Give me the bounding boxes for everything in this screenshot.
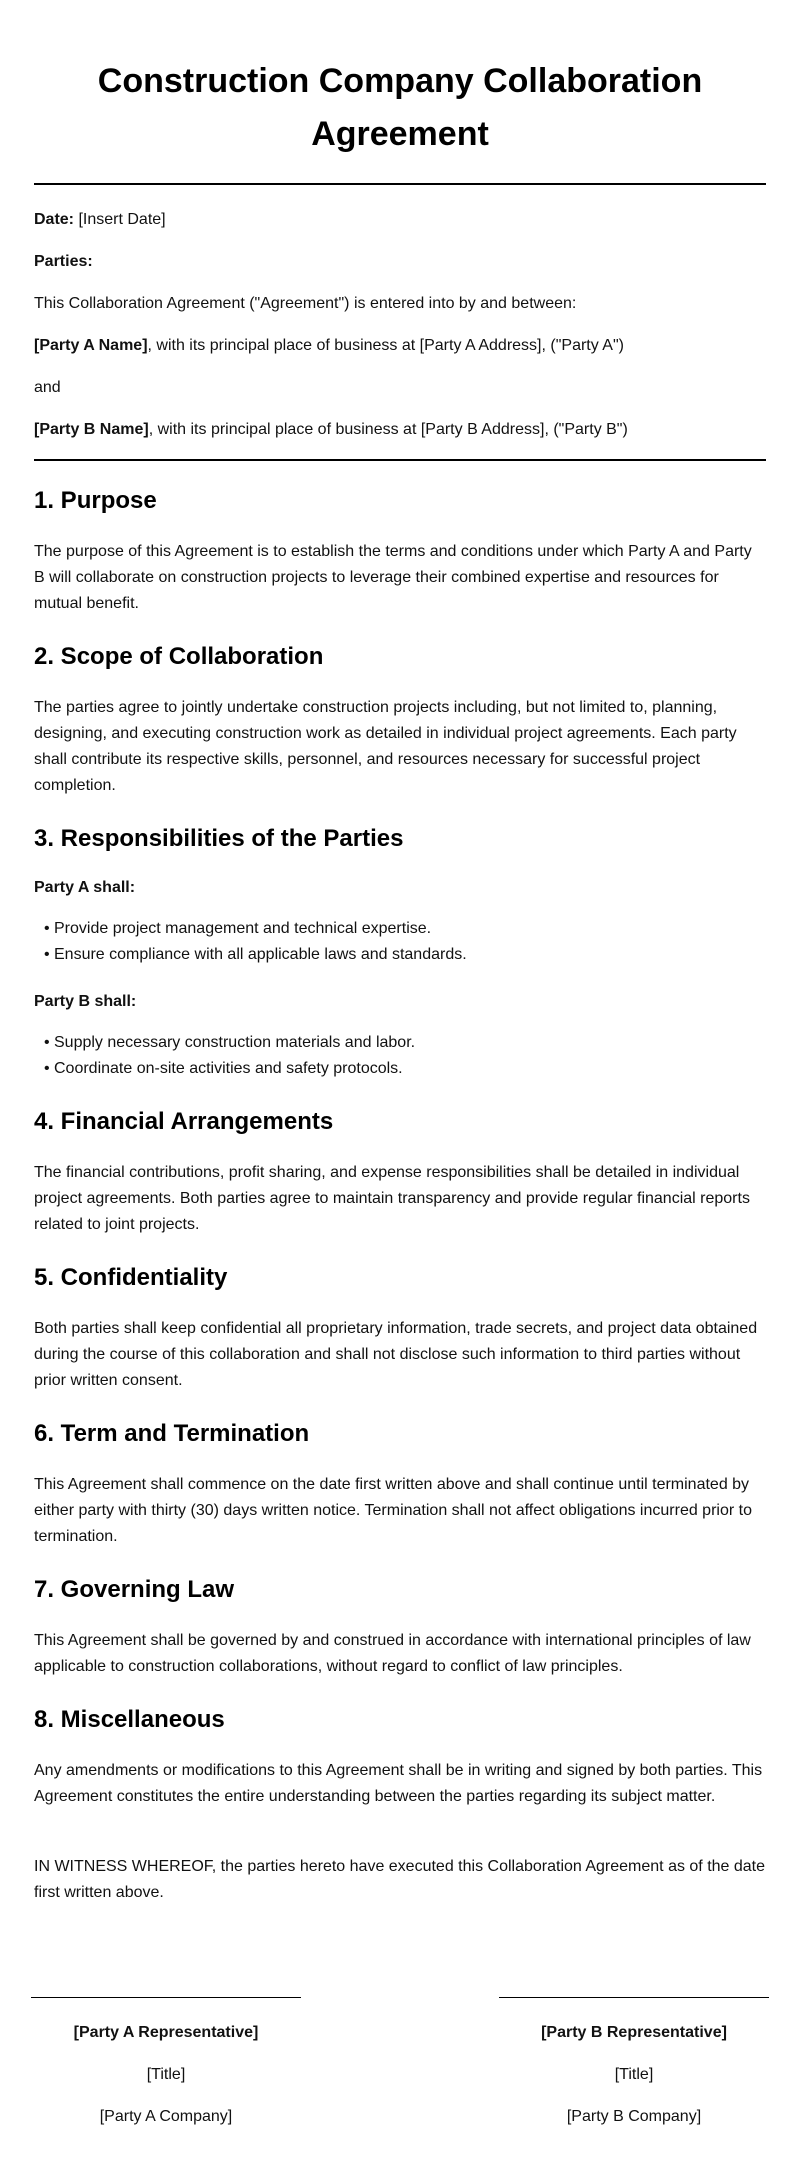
party-a-line bbox=[34, 333, 766, 359]
section-body: The financial contributions, profit sharing, and expense responsibilities shall be detailed in individual project agreements. Both parties agree to maintain transparency and provide regular financial reports related to joint projects. bbox=[34, 1164, 750, 1233]
party-a-name: [Party A Name] bbox=[34, 337, 148, 354]
party-b-details: , with its principal place of business at [Party B Address], ("Party B") bbox=[148, 421, 628, 438]
section-heading: 4. Financial Arrangements bbox=[34, 1108, 334, 1135]
list-item bbox=[44, 1056, 766, 1082]
bullet-icon: • bbox=[44, 1034, 50, 1051]
section-body: This Agreement shall commence on the date first written above and shall continue until terminated by either party with thirty (30) days written notice. Termination shall not affect obligations incurred prior to termination. bbox=[34, 1476, 752, 1545]
header-divider bbox=[34, 183, 766, 185]
section-miscellaneous bbox=[34, 1705, 766, 1810]
party-b-representative: [Party B Representative] bbox=[541, 2024, 727, 2041]
section-heading: 7. Governing Law bbox=[34, 1576, 235, 1603]
parties-divider bbox=[34, 459, 766, 461]
signature-line bbox=[31, 1997, 301, 1998]
section-financial bbox=[34, 1107, 766, 1238]
section-heading: 5. Confidentiality bbox=[34, 1264, 228, 1291]
section-term bbox=[34, 1419, 766, 1550]
bullet-icon: • bbox=[44, 946, 50, 963]
section-body: Any amendments or modifications to this Agreement shall be in writing and signed by both parties. This Agreement constitutes the entire understanding between the parties regarding its subject matter. bbox=[34, 1762, 763, 1805]
section-heading: 1. Purpose bbox=[34, 487, 157, 514]
section-body: This Agreement shall be governed by and construed in accordance with international principles of law applicable to construction collaborations, without regard to conflict of law principles. bbox=[34, 1632, 751, 1675]
date-line bbox=[34, 207, 766, 233]
bullet-icon: • bbox=[44, 920, 50, 937]
party-b-line bbox=[34, 417, 766, 443]
section-body: Both parties shall keep confidential all proprietary information, trade secrets, and project data obtained during the course of this collaboration and shall not disclose such information to third parties without prior written consent. bbox=[34, 1320, 758, 1389]
list-item bbox=[44, 942, 766, 968]
signature-line bbox=[499, 1997, 769, 1998]
party-b-name: [Party B Name] bbox=[34, 421, 149, 438]
signature-area bbox=[0, 1997, 800, 2127]
party-b-duties-heading: Party B shall: bbox=[34, 993, 137, 1010]
list-item-text: Provide project management and technical expertise. bbox=[54, 920, 432, 937]
section-heading: 3. Responsibilities of the Parties bbox=[34, 825, 404, 852]
section-confidentiality bbox=[34, 1263, 766, 1394]
section-body: The parties agree to jointly undertake construction projects including, but not limited to, planning, designing, and executing construction work as detailed in individual project agreements. Each party shall contribute its respective skills, personnel, and resources necessary for successful project completion. bbox=[34, 699, 737, 794]
party-a-representative: [Party A Representative] bbox=[73, 2024, 259, 2041]
section-body: The purpose of this Agreement is to establish the terms and conditions under which Party A and Party B will collaborate on construction projects to leverage their combined expertise and resources for mutual benefit. bbox=[34, 543, 752, 612]
bullet-icon: • bbox=[44, 1060, 50, 1077]
list-item-text: Coordinate on-site activities and safety protocols. bbox=[54, 1060, 403, 1077]
parties-label-text: Parties: bbox=[34, 253, 93, 270]
section-heading: 8. Miscellaneous bbox=[34, 1706, 225, 1733]
party-b-signature-block bbox=[499, 1997, 769, 2127]
party-a-duties-heading: Party A shall: bbox=[34, 879, 136, 896]
list-item bbox=[44, 916, 766, 942]
list-item-text: Supply necessary construction materials and labor. bbox=[54, 1034, 416, 1051]
party-b-duties-list bbox=[34, 1030, 766, 1082]
date-label: Date: bbox=[34, 211, 75, 228]
party-b-title: [Title] bbox=[614, 2066, 654, 2083]
section-purpose bbox=[34, 486, 766, 617]
intro-text: This Collaboration Agreement ("Agreement") is entered into by and between: bbox=[34, 295, 577, 312]
date-value: [Insert Date] bbox=[74, 211, 166, 228]
document-title: Construction Company Collaboration Agreement bbox=[97, 62, 703, 153]
section-responsibilities bbox=[34, 824, 766, 1082]
list-item-text: Ensure compliance with all applicable laws and standards. bbox=[54, 946, 467, 963]
party-a-duties-list bbox=[34, 916, 766, 968]
party-a-details: , with its principal place of business at [Party A Address], ("Party A") bbox=[147, 337, 624, 354]
party-a-title: [Title] bbox=[146, 2066, 186, 2083]
section-governing-law bbox=[34, 1575, 766, 1680]
list-item bbox=[44, 1030, 766, 1056]
party-a-signature-block bbox=[31, 1997, 301, 2127]
section-heading: 2. Scope of Collaboration bbox=[34, 643, 324, 670]
parties-label bbox=[34, 249, 766, 275]
party-b-company: [Party B Company] bbox=[566, 2108, 702, 2125]
witness-statement: IN WITNESS WHEREOF, the parties hereto have executed this Collaboration Agreement as of the date first written above. bbox=[34, 1858, 766, 1901]
party-a-company: [Party A Company] bbox=[99, 2108, 233, 2125]
and-text: and bbox=[34, 379, 61, 396]
section-scope bbox=[34, 642, 766, 799]
section-heading: 6. Term and Termination bbox=[34, 1420, 310, 1447]
